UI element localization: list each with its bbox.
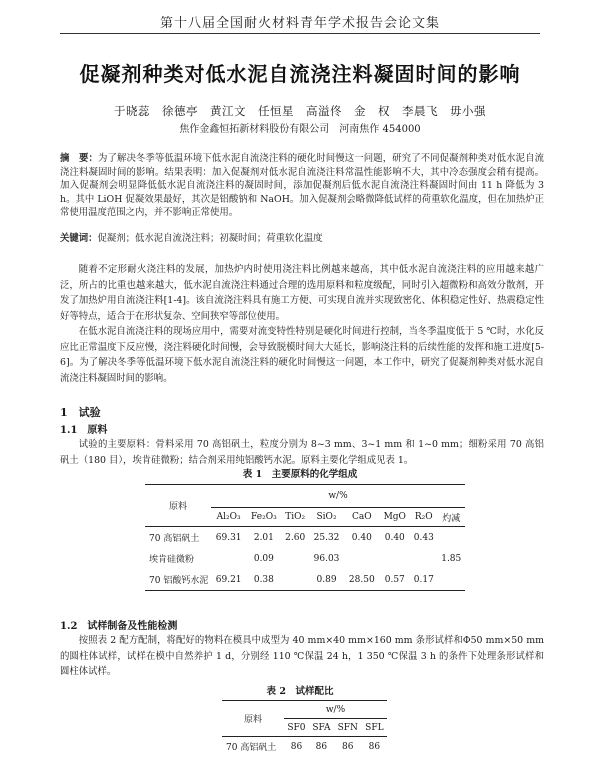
- table1-cell: 0.89: [316, 574, 337, 585]
- table1-cell: [344, 548, 379, 569]
- table1-cell: 0.43: [413, 532, 434, 543]
- author-list: 于晓蕊 徐德亭 黄江文 任恒星 高溢佟 金 权 李晨飞 毋小强: [114, 104, 486, 118]
- abstract-text: 为了解决冬季等低温环境下低水泥自流浇注料的硬化时间慢这一问题，研究了不同促凝剂种类对低水泥自流浇注料凝固时间的影响。结果表明：加入促凝剂对低水泥自流浇注料常温性能影响不大，其中冷态强度会稍有提高。加入促凝剂会明显降低低水泥自流浇注料的凝固时间，添加促凝剂后低水泥自流浇注料凝固时间由 11 h 降低为 3 h。其中 LiOH 促凝效果最好，其次是铝酸钠和 NaOH。加入促凝剂会略微降低试样的荷重软化温度，但在加热炉正常使用温度范围之内，并不影响正常使用。: [60, 153, 544, 218]
- table1-cell: [281, 569, 308, 591]
- table1-cell: 2.01: [253, 532, 274, 543]
- table1-column-header: SiO₂: [309, 508, 344, 527]
- abstract-label: 摘 要：: [60, 153, 98, 164]
- header-rule: [60, 33, 540, 34]
- table2-cell: 86: [315, 741, 328, 752]
- subsection-heading-preparation: 1.2 试样制备及性能检测: [60, 621, 178, 632]
- table1-cell: [438, 527, 466, 549]
- sample-formula-table: [222, 700, 387, 756]
- section-heading-experiment: 1 试验: [60, 406, 101, 419]
- table2-row-label: 70 高铝矾土: [226, 743, 277, 753]
- table1-row: [145, 548, 465, 569]
- intro-paragraph-1: 随着不定形耐火浇注料的发展，加热炉内时使用浇注料比例越来越高，其中低水泥自流浇注料的应用越来越广泛，所占的比重也越来越大，低水泥自流浇注料通过合理的选用原料和粒度级配，同时引入超微粉和高效分散剂，开发了加热炉用自流浇注料[1-4]。该自流浇注料具有施工方便、可实现自流并实现致密化、体积稳定性好、热震稳定性好等特点，适合于在形状复杂、空间狭窄等部位使用。: [60, 264, 544, 322]
- table1-cell: 0.40: [351, 532, 372, 543]
- table1-cell: 1.85: [441, 553, 462, 564]
- table1-row-label: 70 铝酸钙水泥: [149, 576, 209, 586]
- materials-paragraph: 试验的主要原料：骨料采用 70 高铝矾土，粒度分别为 8~3 mm、3~1 mm 和 1~0 mm；细粉采用 70 高铝矾土（180 目），埃肯硅微粉；结合剂采用纯铝酸钙水泥。原料主要化学组成见表 1。: [60, 439, 544, 466]
- table1-cell: 28.50: [348, 574, 375, 585]
- table1-cell: 2.60: [285, 532, 306, 543]
- keywords: [60, 232, 544, 245]
- table1-column-header: 灼减: [438, 508, 466, 527]
- table1-column-header: R₂O: [410, 508, 437, 527]
- table2-column-header: SFL: [362, 719, 387, 737]
- table2-row-header: 原料: [222, 701, 284, 737]
- table1-row: [145, 569, 465, 591]
- table1-cell: [410, 548, 437, 569]
- table2-column-header: SFA: [309, 719, 334, 737]
- table2-cell: 86: [290, 741, 303, 752]
- table2-caption: 表 2 试样配比: [266, 686, 334, 697]
- table1-cell: [438, 569, 466, 591]
- table1-cell: 25.32: [313, 532, 340, 543]
- table1-cell: 0.40: [384, 532, 405, 543]
- table1-cell: [379, 548, 410, 569]
- table1-column-header: CaO: [344, 508, 379, 527]
- table2-column-header: SFN: [334, 719, 362, 737]
- intro-paragraph-2: 在低水泥自流浇注料的现场应用中，需要对流变特性特别是硬化时间进行控制，当冬季温度低于 5 ℃时，水化反应比正常温度下反应慢，浇注料硬化时间慢，会导致脱模时间大大延长，影响浇注料的后续性能的发挥和施工进度[5-6]。为了解决冬季等低温环境下低水泥自流浇注料的硬化时间慢这一问题，本工作中，研究了促凝剂种类对低水泥自流浇注料凝固时间的影响。: [60, 326, 544, 384]
- chemical-composition-table: [145, 484, 465, 591]
- table1-caption: 表 1 主要原料的化学组成: [242, 469, 358, 480]
- table1-row-label: 70 高铝矾土: [149, 534, 200, 544]
- table1-column-header: TiO₂: [281, 508, 308, 527]
- table1-cell: 96.03: [313, 553, 340, 564]
- affiliation: 焦作金鑫恒拓新材料股份有限公司 河南焦作 454000: [179, 124, 421, 135]
- paper-title: 促凝剂种类对低水泥自流浇注料凝固时间的影响: [79, 62, 521, 86]
- table1-column-header: MgO: [379, 508, 410, 527]
- table1-row-header: 原料: [145, 485, 211, 527]
- table1-cell: 0.38: [253, 574, 274, 585]
- table1-cell: 69.31: [215, 532, 242, 543]
- keywords-text: 促凝剂；低水泥自流浇注料；初凝时间；荷重软化温度: [97, 233, 323, 244]
- running-head: 第十八届全国耐火材料青年学术报告会论文集: [159, 16, 440, 31]
- table1-unit-header: w/%: [211, 485, 465, 508]
- table1-cell: 0.09: [253, 553, 274, 564]
- table1-row-label: 埃肯硅微粉: [149, 555, 195, 565]
- table2-column-header: SF0: [284, 719, 309, 737]
- table2-cell: 86: [368, 741, 381, 752]
- table1-column-header: Al₂O₃: [211, 508, 246, 527]
- table1-cell: 69.21: [215, 574, 242, 585]
- table1-column-header: Fe₂O₃: [246, 508, 281, 527]
- keywords-label: 关键词：: [60, 233, 98, 244]
- table1-cell: 0.17: [413, 574, 434, 585]
- subsection-heading-materials: 1.1 原料: [60, 425, 108, 436]
- table2-row: [222, 737, 387, 757]
- table1-cell: [211, 548, 246, 569]
- table2-unit-header: w/%: [284, 701, 387, 719]
- table1-cell: 0.57: [384, 574, 405, 585]
- table2-cell: 86: [342, 741, 354, 752]
- table1-cell: [281, 548, 308, 569]
- preparation-paragraph: 按照表 2 配方配制，将配好的物料在模具中成型为 40 mm×40 mm×160 mm 条形试样和Φ50 mm×50 mm 的圆柱体试样，试样在模中自然养护 1 d，分别经 110 ℃保温 24 h，1 350 ℃保温 3 h 的条件下处理条形试样和圆柱体试样。: [60, 635, 544, 678]
- abstract: [60, 152, 544, 220]
- table1-row: [145, 527, 465, 549]
